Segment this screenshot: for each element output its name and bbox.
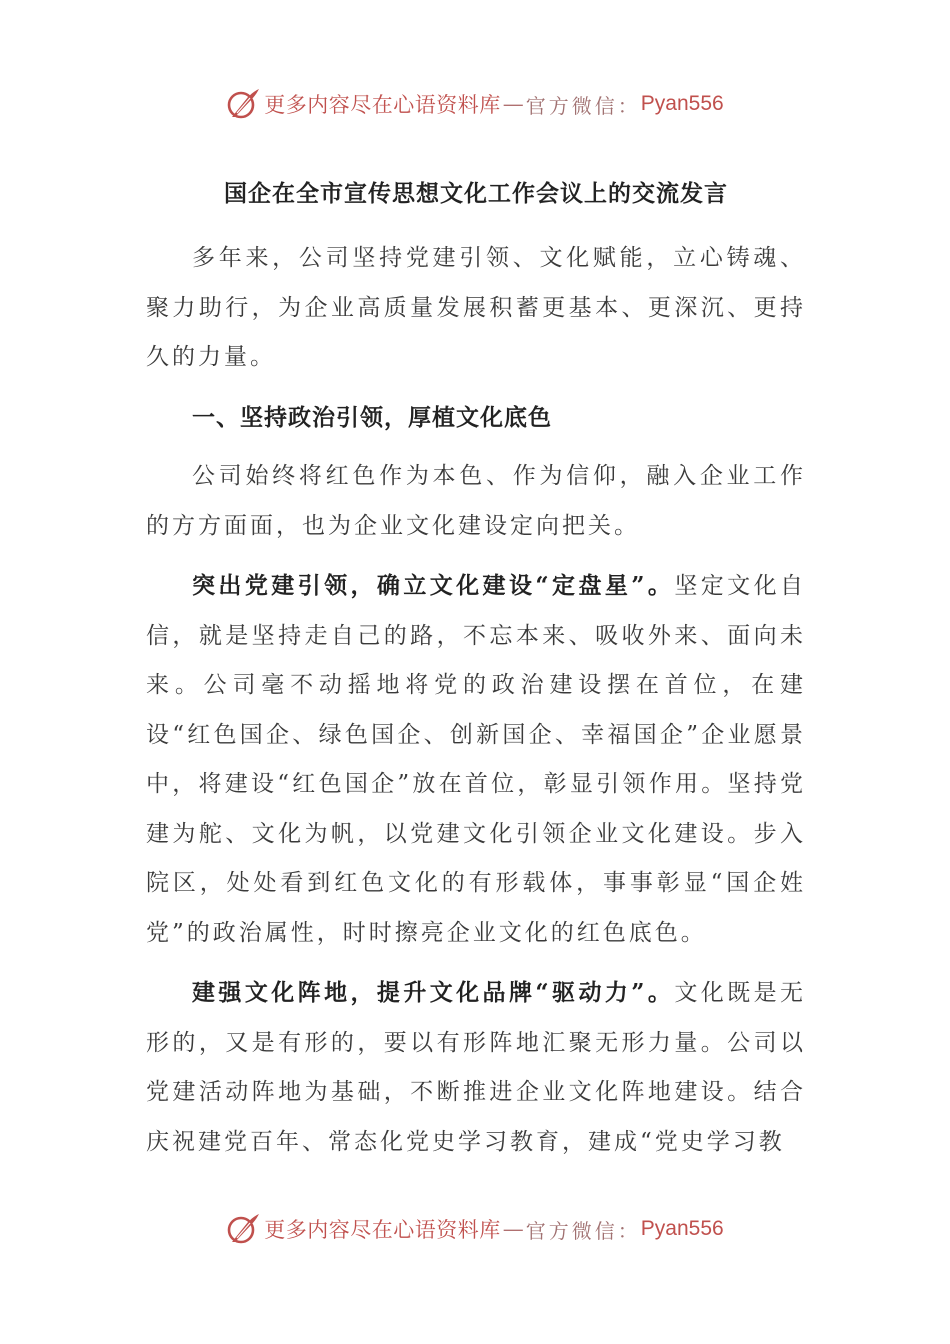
quill-pen-logo-icon [226,87,260,121]
point-one-paragraph [146,561,806,958]
wechat-handle: Pyan556 [640,1217,724,1240]
site-name: 更多内容尽在心语资料库 [264,93,501,117]
point-two-lead: 建强文化阵地，提升文化品牌“驱动力”。 [192,979,675,1006]
point-two-body: 文化既是无形的，又是有形的，要以有形阵地汇聚无形力量。公司以党建活动阵地为基础，不断推进企业文化阵地建设。结合庆祝建党百年、常态化党史学习教育，建成“党史学习教 [146,980,807,1155]
section-heading: 一、坚持政治引领，厚植文化底色 [192,403,552,431]
section-intro-paragraph: 公司始终将红色作为本色、作为信仰，融入企业工作的方方面面，也为企业文化建设定向把关。 [146,463,806,539]
intro-paragraph: 多年来，公司坚持党建引领、文化赋能，立心铸魂、聚力助行，为企业高质量发展积蓄更基本、更深沉、更持久的力量。 [146,245,806,370]
document-title: 国企在全市宣传思想文化工作会议上的交流发言 [224,180,728,207]
point-one-body: 坚定文化自信，就是坚持走自己的路，不忘本来、吸收外来、面向未来。公司毫不动摇地将党的政治建设摆在首位，在建设“红色国企、绿色国企、创新国企、幸福国企”企业愿景中，将建设“红色国企”放在首位，彰显引领作用。坚持党建为舵、文化为帆，以党建文化引领企业文化建设。步入院区，处处看到红色文化的有形载体，事事彰显“国企姓党”的政治属性，时时擦亮企业文化的红色底色。 [146,573,807,946]
quill-pen-logo-icon [226,1212,260,1246]
site-name: 更多内容尽在心语资料库 [264,1218,501,1242]
banner-separator: — [502,1217,524,1241]
header-banner [0,84,950,124]
point-two-paragraph [146,968,806,1167]
banner-separator: — [502,92,524,116]
wechat-label: 官方微信： [525,93,641,118]
wechat-label: 官方微信： [525,1218,641,1243]
point-one-lead: 突出党建引领，确立文化建设“定盘星”。 [192,572,675,599]
wechat-handle: Pyan556 [640,92,724,115]
footer-banner [0,1209,950,1249]
document-body [146,172,806,1177]
